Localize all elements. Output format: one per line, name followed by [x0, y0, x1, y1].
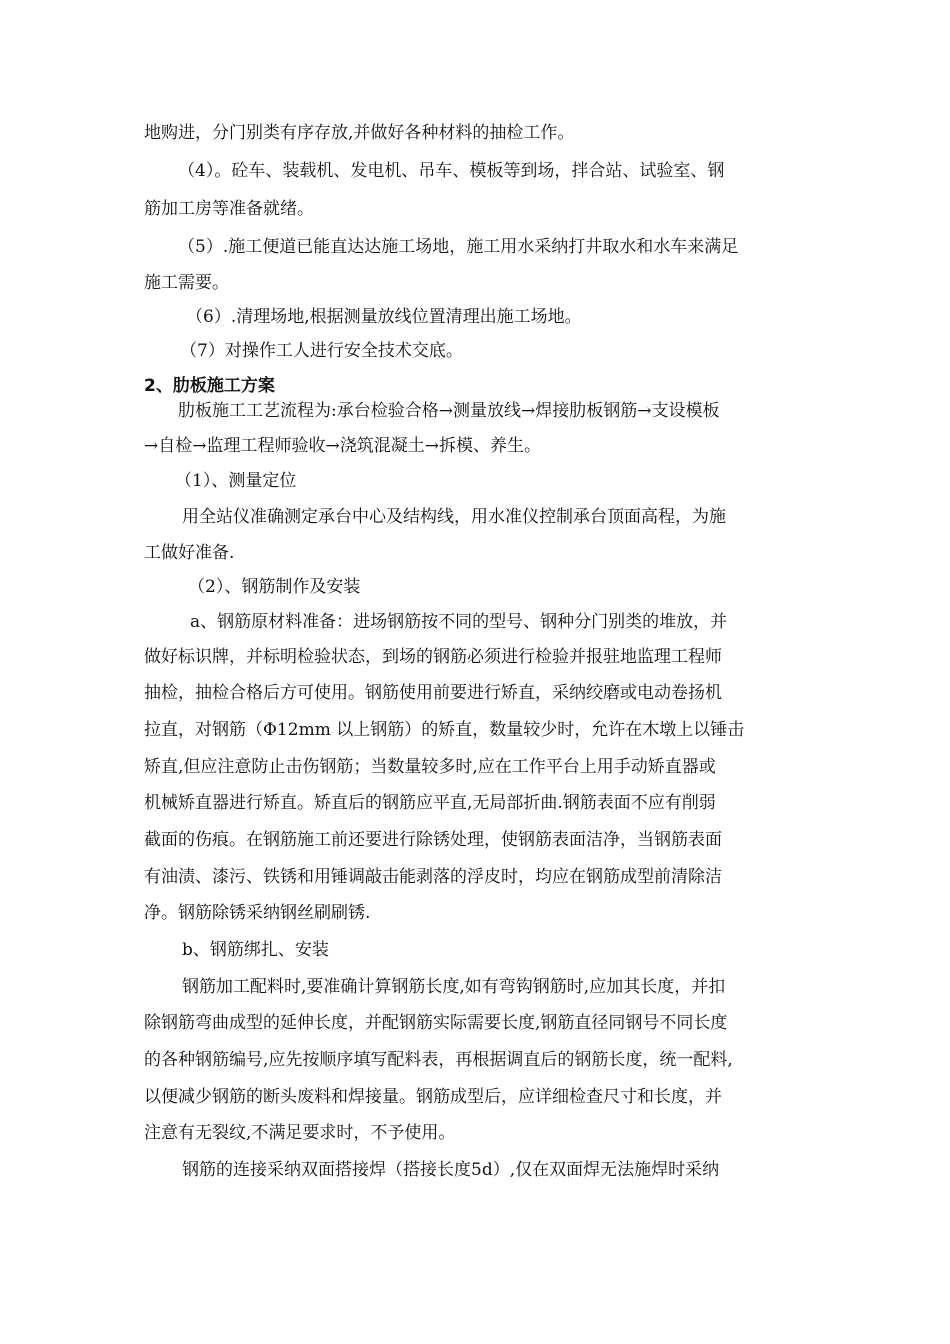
text-line: （6）.清理场地,根据测量放线位置清理出施工场地。: [186, 307, 582, 327]
text-line: →自检→监理工程师验收→浇筑混凝土→拆模、养生。: [144, 436, 541, 456]
subsection-heading: （2）、钢筋制作及安装: [188, 577, 361, 597]
text-line: 抽检，抽检合格后方可使用。钢筋使用前要进行矫直，采纳绞磨或电动卷扬机: [144, 683, 722, 703]
text-line: 截面的伤痕。在钢筋施工前还要进行除锈处理，使钢筋表面洁净，当钢筋表面: [144, 830, 722, 850]
text-line: 用全站仪准确测定承台中心及结构线，用水准仪控制承台顶面高程，为施: [182, 507, 726, 527]
text-line: 机械矫直器进行矫直。矫直后的钢筋应平直,无局部折曲.钢筋表面不应有削弱: [144, 793, 716, 813]
text-line: 钢筋加工配料时,要准确计算钢筋长度,如有弯钩钢筋时,应加其长度，并扣: [182, 977, 726, 997]
text-line: 肋板施工工艺流程为:承台检验合格→测量放线→焊接肋板钢筋→支设模板: [178, 401, 720, 421]
text-line: 除钢筋弯曲成型的延伸长度，并配钢筋实际需要长度,钢筋直径同钢号不同长度: [144, 1013, 728, 1033]
text-line: （4）。砼车、装载机、发电机、吊车、模板等到场，拌合站、试验室、钢: [178, 161, 725, 181]
subsection-heading: （1）、测量定位: [175, 471, 297, 491]
text-line: 筋加工房等准备就绪。: [144, 199, 314, 219]
text-line: 做好标识牌，并标明检验状态，到场的钢筋必须进行检验并报驻地监理工程师: [144, 647, 722, 667]
text-line: 地购进，分门别类有序存放,并做好各种材料的抽检工作。: [144, 123, 575, 143]
text-line: 矫直,但应注意防止击伤钢筋；当数量较多时,应在工作平台上用手动矫直器或: [144, 757, 716, 777]
text-line: 钢筋的连接采纳双面搭接焊（搭接长度5d）,仅在双面焊无法施焊时采纳: [182, 1160, 720, 1180]
text-line: a、钢筋原材料准备：进场钢筋按不同的型号、钢种分门别类的堆放，并: [190, 612, 728, 632]
text-line: 注意有无裂纹,不满足要求时，不予使用。: [144, 1123, 456, 1143]
text-line: （7）对操作工人进行安全技术交底。: [180, 341, 463, 361]
text-line: 工做好准备.: [144, 543, 235, 563]
subsection-heading: b、钢筋绑扎、安装: [182, 940, 329, 960]
text-line: 以便减少钢筋的断头废料和焊接量。钢筋成型后，应详细检查尺寸和长度，并: [144, 1087, 722, 1107]
text-line: 的各种钢筋编号,应先按顺序填写配料表，再根据调直后的钢筋长度，统一配料,: [144, 1050, 733, 1070]
text-line: 有油渍、漆污、铁锈和用锤调敲击能剥落的浮皮时，均应在钢筋成型前清除洁: [144, 867, 722, 887]
text-line: 净。钢筋除锈采纳钢丝刷刷锈.: [144, 903, 371, 923]
section-heading: 2、肋板施工方案: [144, 376, 275, 396]
text-line: 拉直，对钢筋（Φ12mm 以上钢筋）的矫直，数量较少时，允许在木墩上以锤击: [144, 720, 745, 740]
text-line: （5）.施工便道已能直达达施工场地，施工用水采纳打井取水和水车来满足: [178, 237, 739, 257]
text-line: 施工需要。: [144, 273, 229, 293]
